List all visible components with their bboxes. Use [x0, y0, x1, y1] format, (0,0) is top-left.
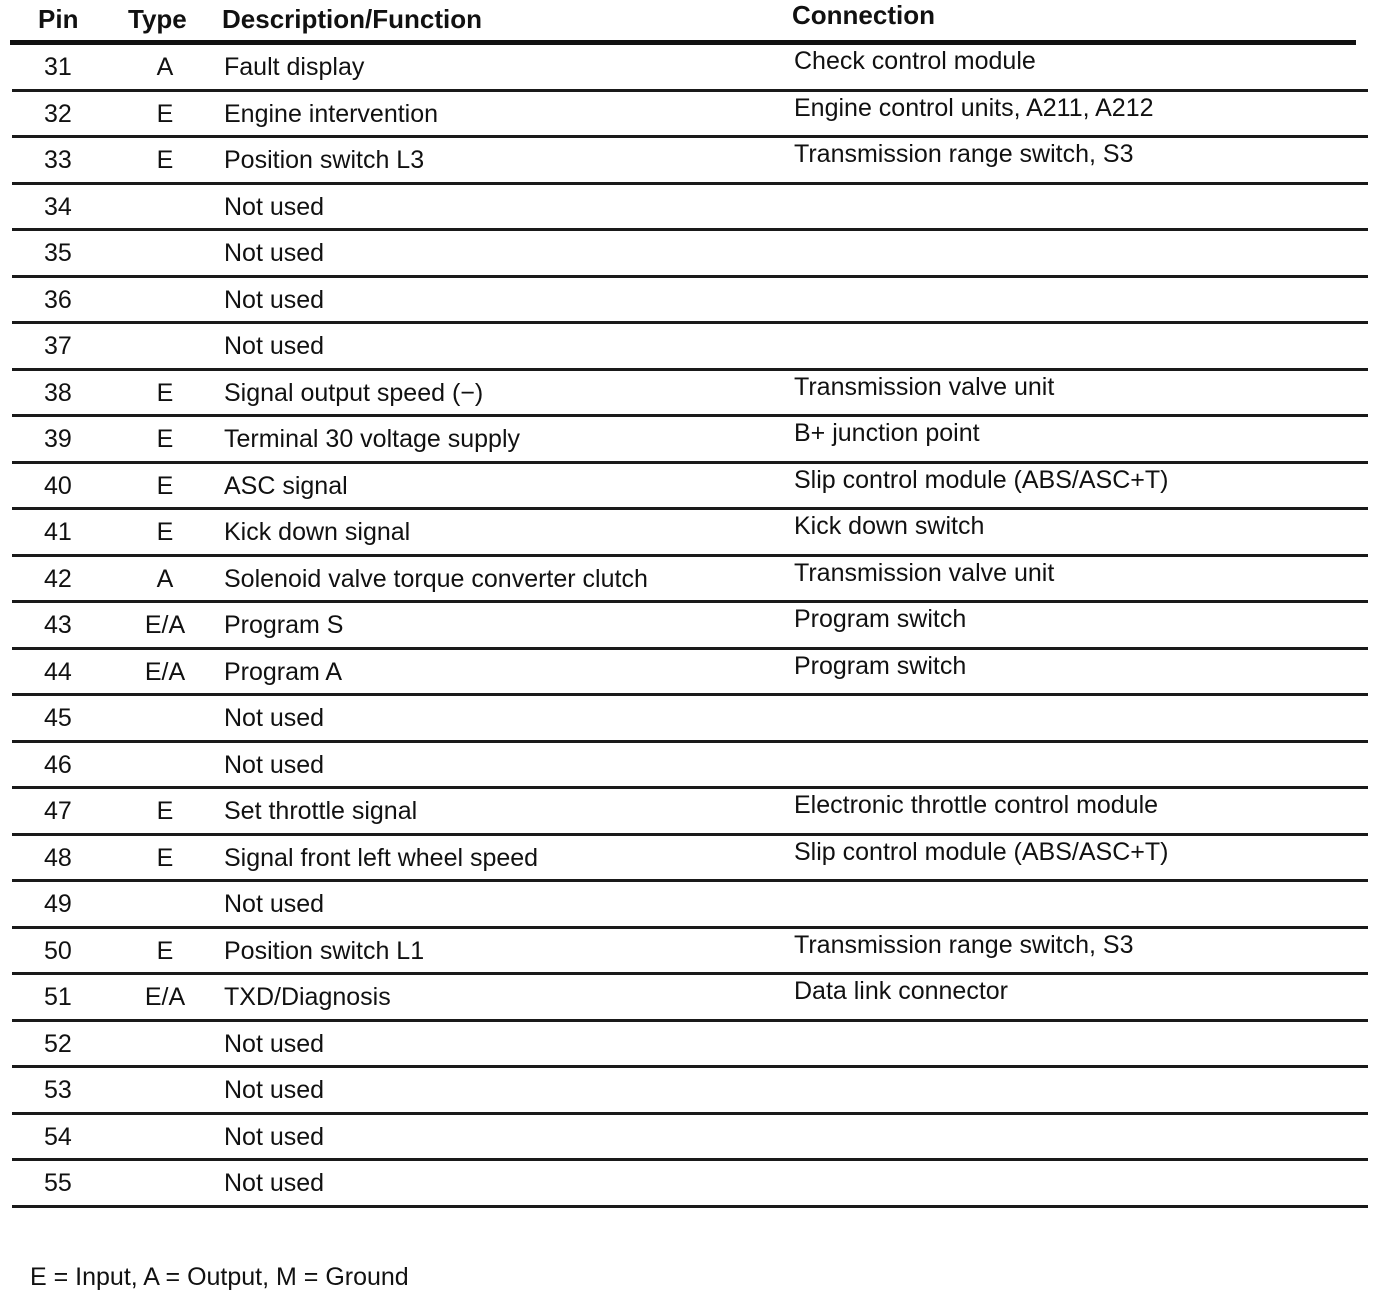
- connection-cell: Program switch: [794, 605, 967, 633]
- connection-cell: Data link connector: [794, 977, 1009, 1005]
- description-cell: Kick down signal: [224, 518, 411, 546]
- table-row: [12, 650, 1368, 697]
- header-connection: Connection: [792, 0, 935, 30]
- type-cell: E: [156, 378, 174, 407]
- table-row: [12, 696, 1368, 743]
- pin-cell: 52: [44, 1029, 72, 1058]
- type-cell: E: [156, 99, 174, 128]
- description-cell: Not used: [224, 285, 325, 314]
- table-row: [12, 185, 1368, 232]
- type-cell: E: [156, 797, 174, 825]
- pin-cell: 51: [44, 983, 72, 1011]
- connection-cell: Engine control units, A211, A212: [794, 93, 1154, 122]
- description-cell: Not used: [224, 332, 325, 360]
- connection-cell: Slip control module (ABS/ASC+T): [794, 465, 1169, 494]
- table-row: [12, 603, 1368, 650]
- connection-cell: Program switch: [794, 651, 967, 680]
- pin-cell: 54: [44, 1122, 72, 1151]
- pin-cell: 45: [44, 704, 72, 732]
- table-row: [12, 929, 1368, 976]
- legend-note: E = Input, A = Output, M = Ground: [30, 1263, 409, 1291]
- description-cell: Fault display: [224, 53, 365, 81]
- pin-cell: 36: [44, 285, 72, 314]
- table-row: [12, 882, 1368, 929]
- table-row: [12, 464, 1368, 511]
- pin-cell: 41: [44, 518, 72, 546]
- type-cell: E/A: [144, 611, 186, 639]
- table-row: [12, 836, 1368, 883]
- description-cell: Program A: [224, 657, 343, 686]
- description-cell: Solenoid valve torque converter clutch: [224, 564, 648, 593]
- header-type: Type: [128, 4, 187, 34]
- description-cell: Not used: [224, 704, 325, 732]
- type-cell: E: [156, 843, 174, 872]
- type-cell: E: [156, 936, 174, 965]
- description-cell: Not used: [224, 1029, 325, 1058]
- table-row: [12, 789, 1368, 836]
- table-header: [10, 0, 1356, 44]
- table-row: [12, 231, 1368, 278]
- description-cell: Not used: [224, 890, 325, 918]
- description-cell: Position switch L1: [224, 936, 425, 965]
- pin-cell: 47: [44, 797, 72, 825]
- pin-cell: 34: [44, 192, 72, 221]
- type-cell: E: [156, 518, 174, 546]
- table-row: [12, 45, 1368, 92]
- description-cell: TXD/Diagnosis: [224, 983, 391, 1011]
- pin-cell: 50: [44, 936, 72, 965]
- description-cell: Program S: [224, 611, 344, 639]
- type-cell: E: [156, 425, 174, 453]
- table-row: [12, 1022, 1368, 1069]
- type-cell: E: [156, 471, 174, 500]
- connection-cell: Electronic throttle control module: [794, 791, 1159, 819]
- type-cell: E/A: [144, 657, 186, 686]
- description-cell: ASC signal: [224, 471, 348, 500]
- header-description: Description/Function: [222, 4, 482, 34]
- pin-cell: 48: [44, 843, 72, 872]
- pin-cell: 46: [44, 750, 72, 779]
- connection-cell: Transmission range switch, S3: [794, 930, 1134, 959]
- type-cell: A: [156, 564, 174, 593]
- pin-cell: 39: [44, 425, 72, 453]
- header-pin: Pin: [38, 4, 79, 34]
- type-cell: E/A: [144, 983, 186, 1011]
- pin-cell: 43: [44, 611, 72, 639]
- description-cell: Terminal 30 voltage supply: [224, 425, 520, 453]
- connection-cell: Kick down switch: [794, 512, 985, 540]
- table-row: [12, 417, 1368, 464]
- connection-cell: Transmission valve unit: [794, 558, 1055, 587]
- description-cell: Position switch L3: [224, 146, 425, 174]
- description-cell: Engine intervention: [224, 99, 439, 128]
- description-cell: Not used: [224, 750, 325, 779]
- connection-cell: Transmission valve unit: [794, 372, 1055, 401]
- type-cell: E: [156, 146, 174, 174]
- description-cell: Not used: [224, 1169, 325, 1197]
- table-row: [12, 92, 1368, 139]
- table-row: [12, 557, 1368, 604]
- connection-cell: Check control module: [794, 47, 1036, 75]
- pin-cell: 38: [44, 378, 72, 407]
- connection-cell: B+ junction point: [794, 419, 980, 447]
- description-cell: Not used: [224, 239, 325, 267]
- pin-cell: 44: [44, 657, 72, 686]
- table-row: [12, 1068, 1368, 1115]
- table-row: [12, 975, 1368, 1022]
- description-cell: Signal output speed (−): [224, 378, 484, 407]
- description-cell: Not used: [224, 192, 325, 221]
- pin-cell: 33: [44, 146, 72, 174]
- table-row: [12, 1161, 1368, 1208]
- pin-cell: 35: [44, 239, 72, 267]
- table-row: [12, 510, 1368, 557]
- pin-cell: 37: [44, 332, 72, 360]
- pin-cell: 42: [44, 564, 72, 593]
- description-cell: Set throttle signal: [224, 797, 418, 825]
- table-body: [12, 45, 1368, 1208]
- pin-cell: 31: [44, 53, 72, 81]
- pin-cell: 55: [44, 1169, 72, 1197]
- description-cell: Not used: [224, 1076, 325, 1104]
- connection-cell: Transmission range switch, S3: [794, 140, 1134, 168]
- pin-cell: 53: [44, 1076, 72, 1104]
- table-row: [12, 324, 1368, 371]
- table-row: [12, 1115, 1368, 1162]
- table-row: [12, 743, 1368, 790]
- table-row: [12, 278, 1368, 325]
- pin-cell: 32: [44, 99, 72, 128]
- pin-cell: 49: [44, 890, 72, 918]
- description-cell: Signal front left wheel speed: [224, 843, 539, 872]
- table-row: [12, 138, 1368, 185]
- type-cell: A: [156, 53, 174, 81]
- connection-cell: Slip control module (ABS/ASC+T): [794, 837, 1169, 866]
- table-row: [12, 371, 1368, 418]
- description-cell: Not used: [224, 1122, 325, 1151]
- pin-cell: 40: [44, 471, 72, 500]
